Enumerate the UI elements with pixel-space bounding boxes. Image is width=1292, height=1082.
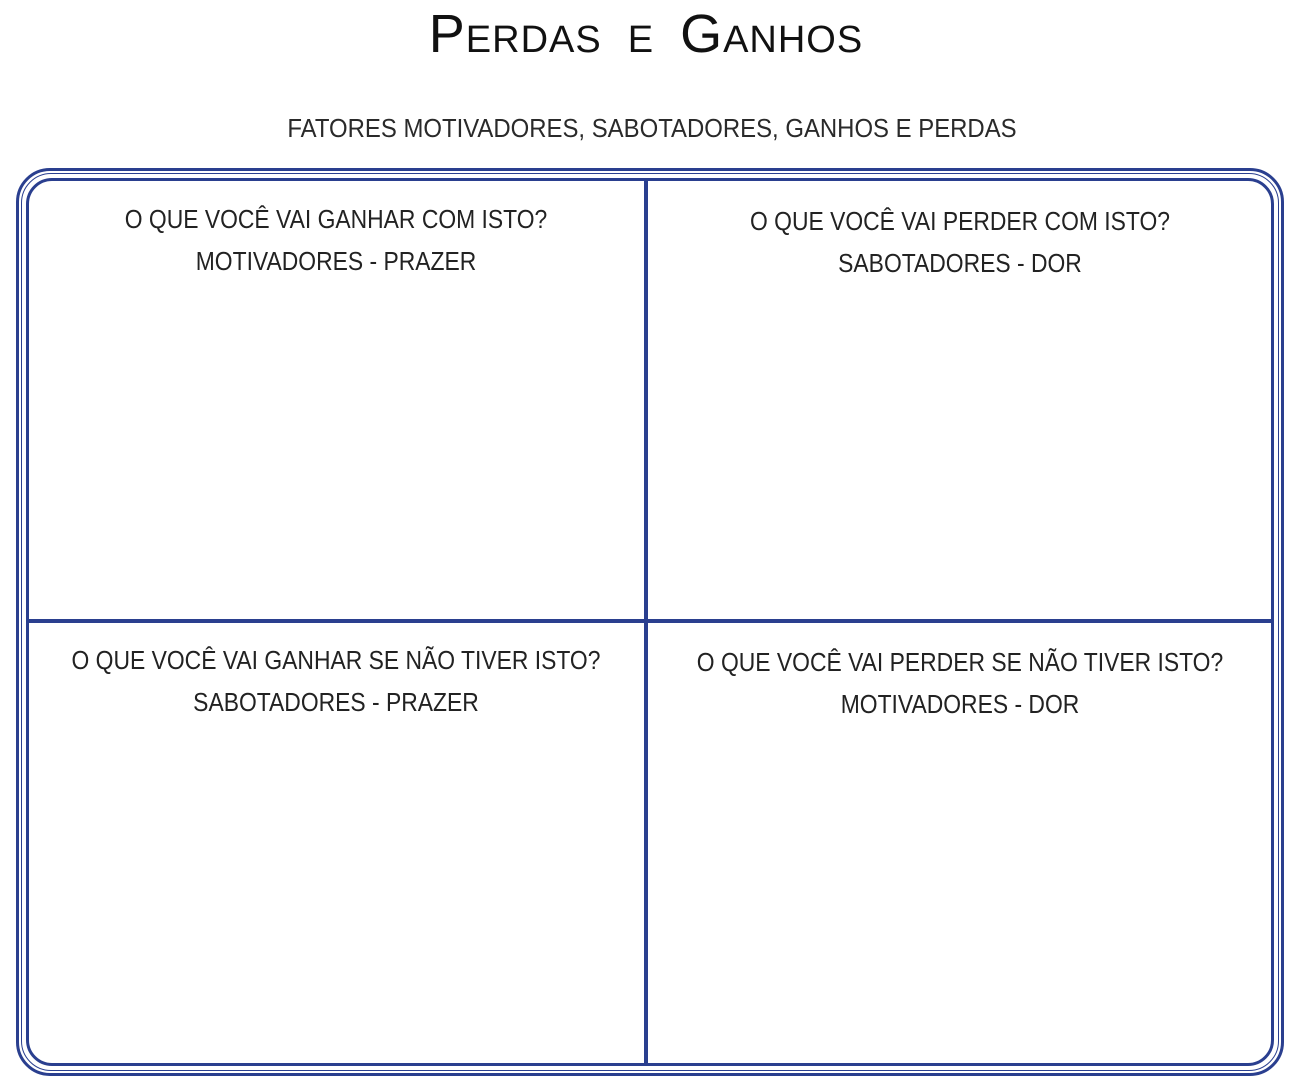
page-subtitle: FATORES MOTIVADORES, SABOTADORES, GANHOS E PERDAS <box>287 113 1017 143</box>
quadrant-lose-without[interactable] <box>648 641 1272 725</box>
quadrant-gain-without[interactable] <box>28 639 644 723</box>
quadrant-question: O QUE VOCÊ VAI PERDER SE NÃO TIVER ISTO? <box>696 647 1224 677</box>
horizontal-divider <box>26 619 1274 623</box>
quadrant-question: O QUE VOCÊ VAI GANHAR COM ISTO? <box>124 204 548 234</box>
quadrant-gain-with[interactable] <box>28 198 644 282</box>
quadrant-question: O QUE VOCÊ VAI PERDER COM ISTO? <box>750 206 1170 236</box>
quadrant-label: SABOTADORES - PRAZER <box>193 687 479 717</box>
page-title: Perdas e Ganhos <box>428 4 864 64</box>
quadrant-label: MOTIVADORES - DOR <box>840 689 1080 719</box>
quadrant-label: SABOTADORES - DOR <box>838 248 1082 278</box>
quadrant-lose-with[interactable] <box>648 200 1272 284</box>
quadrant-question: O QUE VOCÊ VAI GANHAR SE NÃO TIVER ISTO? <box>71 645 601 675</box>
quadrant-label: MOTIVADORES - PRAZER <box>195 246 477 276</box>
